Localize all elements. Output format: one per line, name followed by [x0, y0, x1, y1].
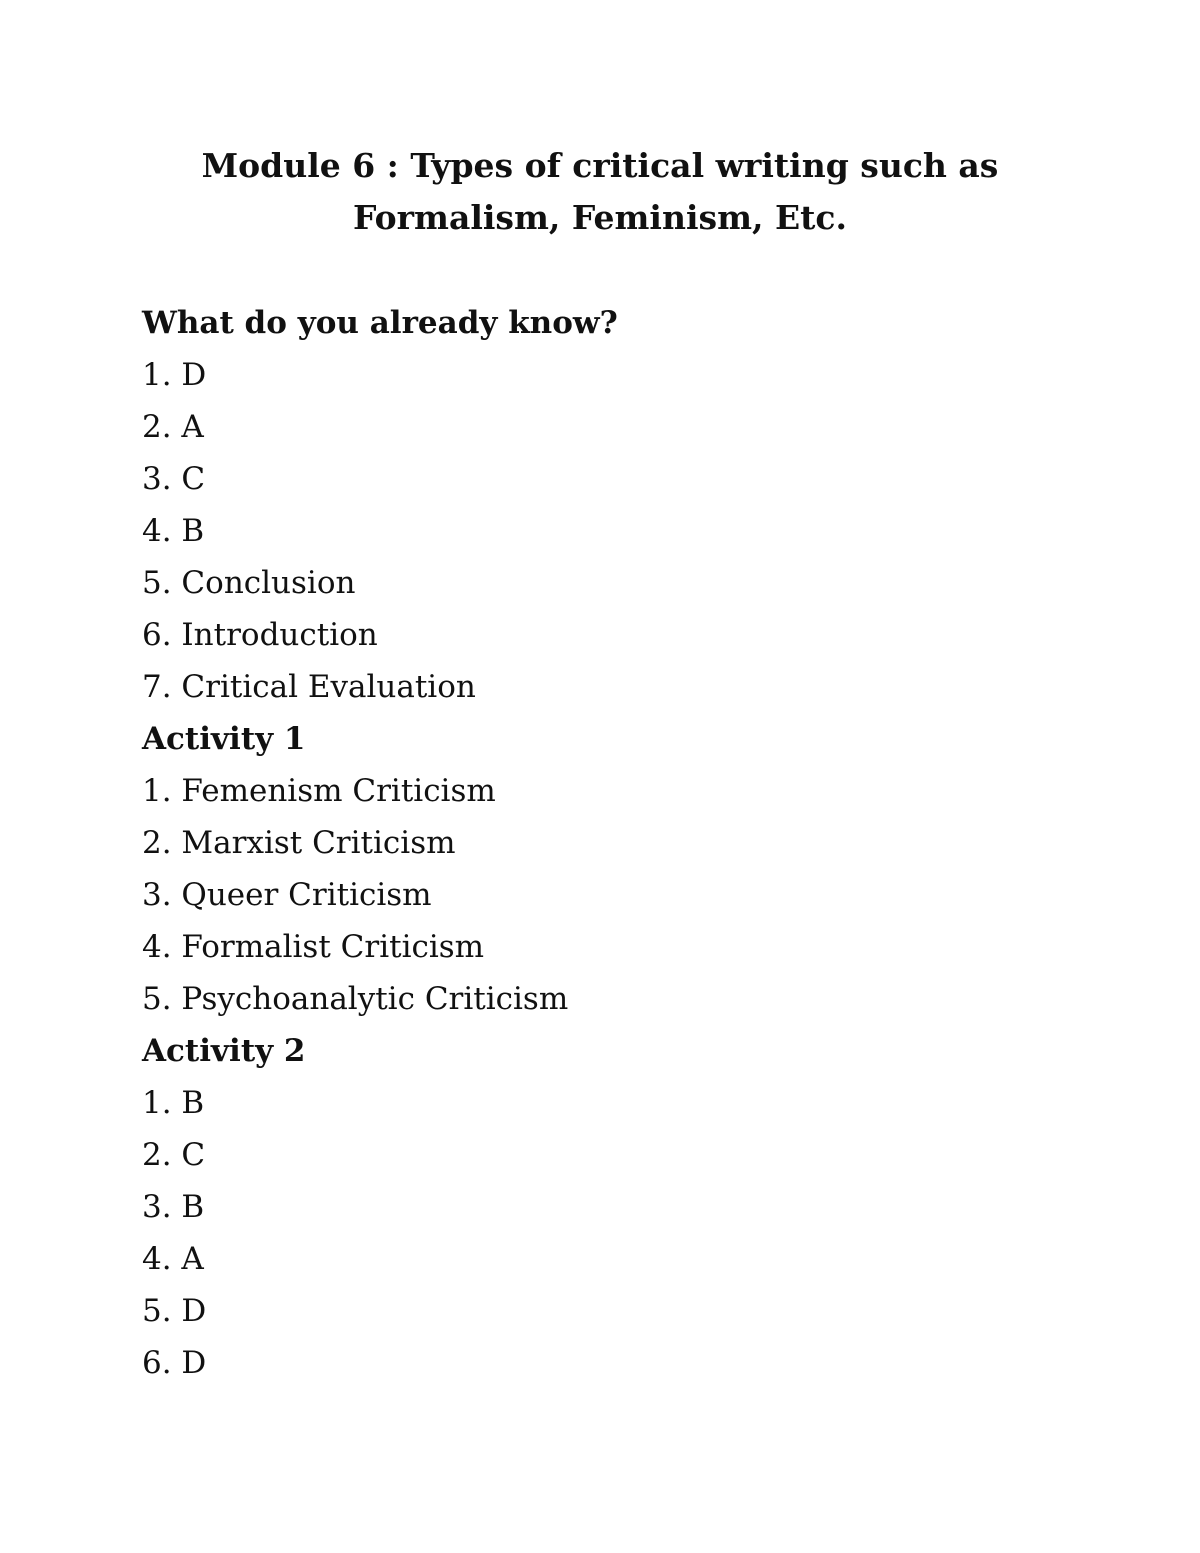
title-line-2: Formalism, Feminism, Etc.	[353, 198, 847, 237]
section-heading-activity-1: Activity 1	[142, 721, 306, 757]
list-item: 5. Conclusion	[142, 565, 356, 601]
list-item: 2. A	[142, 409, 204, 445]
list-item: 4. A	[142, 1241, 204, 1277]
page-title	[0, 140, 1200, 244]
list-item: 6. D	[142, 1345, 207, 1381]
list-item: 6. Introduction	[142, 617, 378, 653]
list-item: 4. B	[142, 513, 205, 549]
list-item: 5. Psychoanalytic Criticism	[142, 981, 569, 1017]
list-item: 2. C	[142, 1137, 206, 1173]
list-item: 1. B	[142, 1085, 205, 1121]
list-item: 4. Formalist Criticism	[142, 929, 485, 965]
list-item: 3. C	[142, 461, 206, 497]
list-item: 3. B	[142, 1189, 205, 1225]
answer-content	[142, 297, 1142, 1389]
list-item: 3. Queer Criticism	[142, 877, 432, 913]
list-item: 1. D	[142, 357, 207, 393]
list-item: 1. Femenism Criticism	[142, 773, 496, 809]
section-heading-what-do-you-know: What do you already know?	[142, 305, 618, 341]
title-line-1: Module 6 : Types of critical writing such as	[201, 146, 999, 185]
list-item: 7. Critical Evaluation	[142, 669, 476, 705]
list-item: 2. Marxist Criticism	[142, 825, 456, 861]
list-item: 5. D	[142, 1293, 207, 1329]
section-heading-activity-2: Activity 2	[142, 1033, 306, 1069]
